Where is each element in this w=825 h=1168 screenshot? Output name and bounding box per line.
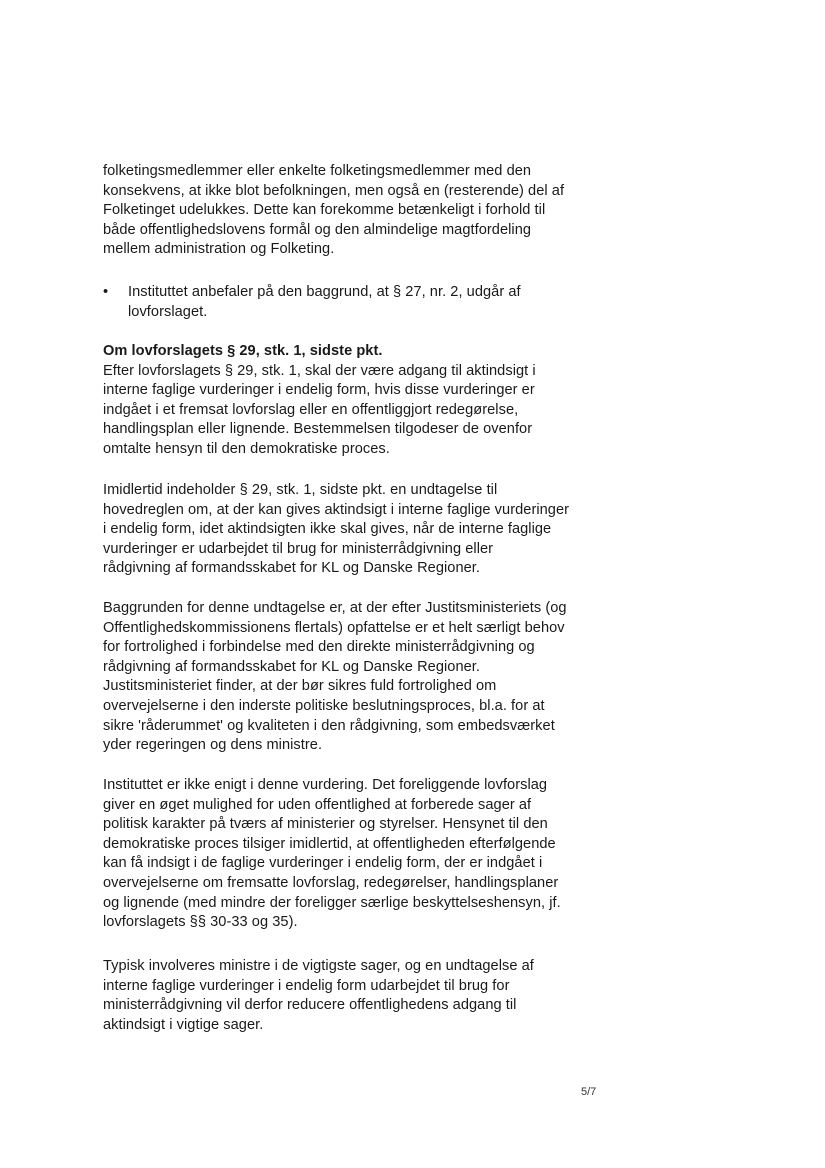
page-number: 5/7: [581, 1086, 597, 1098]
text-line: og lignende (med mindre der foreligger særlige beskyttelseshensyn, jf.: [103, 894, 561, 911]
text-line: i endelig form, idet aktindsigten ikke skal gives, når de interne faglige: [103, 521, 552, 538]
text-line: Instituttet er ikke enigt i denne vurdering. Det foreliggende lovforslag: [103, 777, 548, 793]
text-line: både offentlighedslovens formål og den almindelige magtfordeling: [103, 221, 532, 238]
section-29: [103, 342, 573, 460]
text-line: for fortrolighed i forbindelse med den direkte ministerrådgivning og: [103, 639, 535, 656]
text-line: yder regeringen og dens ministre.: [103, 737, 323, 754]
text-line: interne faglige vurderinger i endelig form udarbejdet til brug for: [103, 977, 510, 994]
paragraph-2: [103, 481, 573, 579]
text-line: giver en øget mulighed for uden offentlighed at forberede sager af: [103, 796, 532, 813]
text-line: overvejelserne om fremsatte lovforslag, redegørelser, handlingsplaner: [103, 874, 559, 891]
text-line: sikre 'råderummet' og kvaliteten i den rådgivning, som embedsværket: [103, 717, 555, 734]
text-line: aktindsigt i vigtige sager.: [103, 1016, 264, 1033]
text-line: Baggrunden for denne undtagelse er, at der efter Justitsministeriets (og: [103, 600, 567, 616]
text-line: ministerrådgivning vil derfor reducere offentlighedens adgang til: [103, 997, 517, 1014]
text-line: Efter lovforslagets § 29, stk. 1, skal der være adgang til aktindsigt i: [103, 362, 536, 379]
text-line: hovedreglen om, at der kan gives aktindsigt i interne faglige vurderinger: [103, 501, 570, 518]
text-line: rådgivning af formandsskabet for KL og Danske Regioner.: [103, 560, 480, 577]
bullet-text: [128, 283, 568, 322]
bullet-icon: •: [103, 284, 109, 300]
text-line: Imidlertid indeholder § 29, stk. 1, sidste pkt. en undtagelse til: [103, 482, 498, 498]
section-heading: Om lovforslagets § 29, stk. 1, sidste pkt.: [103, 343, 383, 359]
paragraph-4: [103, 776, 573, 933]
text-line: lovforslagets §§ 30-33 og 35).: [103, 914, 298, 931]
text-line: mellem administration og Folketing.: [103, 241, 335, 258]
text-line: Justitsministeriet finder, at der bør sikres fuld fortrolighed om: [103, 678, 497, 695]
text-line: konsekvens, at ikke blot befolkningen, men også en (resterende) del af: [103, 182, 565, 199]
text-line: indgået i et fremsat lovforslag eller en offentliggjort redegørelse,: [103, 401, 519, 418]
text-line: Offentlighedskommissionens flertals) opfattelse er et helt særligt behov: [103, 619, 565, 636]
text-line: interne faglige vurderinger i endelig form, hvis disse vurderinger er: [103, 382, 535, 399]
text-line: omtalte hensyn til den demokratiske proces.: [103, 440, 390, 457]
text-line: Instituttet anbefaler på den baggrund, at § 27, nr. 2, udgår af: [128, 284, 521, 300]
text-line: demokratiske proces tilsiger imidlertid, at offentligheden efterfølgende: [103, 835, 556, 852]
paragraph-3: [103, 599, 573, 756]
text-line: rådgivning af formandsskabet for KL og Danske Regioner.: [103, 658, 480, 675]
text-line: kan få indsigt i de faglige vurderinger i endelig form, der er indgået i: [103, 855, 543, 872]
text-line: vurderinger er udarbejdet til brug for ministerrådgivning eller: [103, 540, 494, 557]
paragraph-intro: [103, 162, 573, 260]
text-line: Typisk involveres ministre i de vigtigste sager, og en undtagelse af: [103, 958, 534, 974]
text-line: handlingsplan eller lignende. Bestemmelsen tilgodeser de ovenfor: [103, 421, 533, 438]
text-line: folketingsmedlemmer eller enkelte folketingsmedlemmer med den: [103, 163, 532, 179]
paragraph-5: [103, 957, 573, 1035]
text-line: lovforslaget.: [128, 303, 208, 320]
text-line: overvejelserne i den inderste politiske beslutningsproces, bl.a. for at: [103, 697, 545, 714]
text-line: Folketinget udelukkes. Dette kan forekomme betænkeligt i forhold til: [103, 202, 546, 219]
text-line: politisk karakter på tværs af ministerier og styrelser. Hensynet til den: [103, 816, 548, 833]
